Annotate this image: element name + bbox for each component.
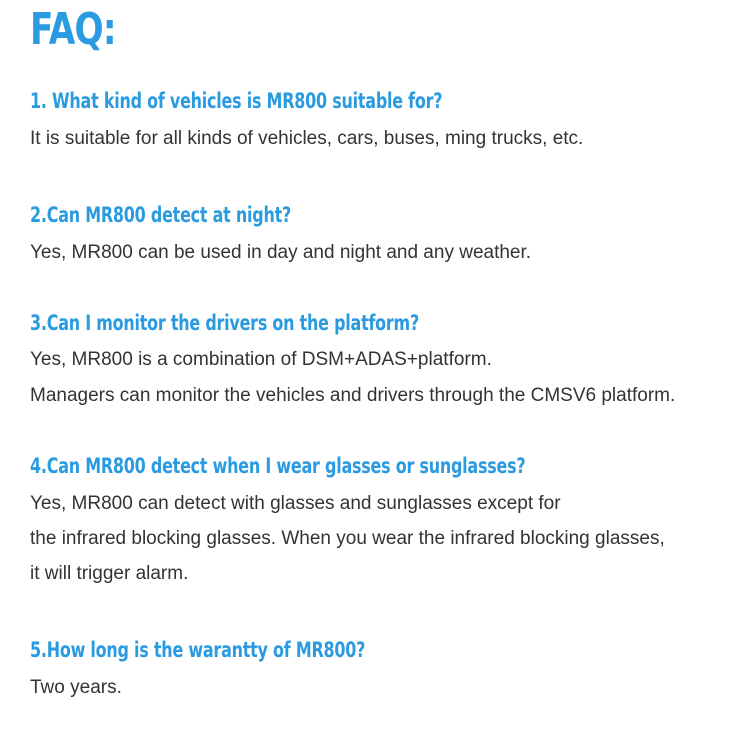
faq-answer-4-line-3: it will trigger alarm. xyxy=(30,563,189,584)
page-title: FAQ: xyxy=(30,4,116,55)
faq-question-5: 5.How long is the warantty of MR800? xyxy=(30,638,366,662)
faq-answer-4-line-2: the infrared blocking glasses. When you wear the infrared blocking glasses, xyxy=(30,528,665,549)
faq-question-4: 4.Can MR800 detect when I wear glasses or sunglasses? xyxy=(30,454,526,478)
faq-question-3: 3.Can I monitor the drivers on the platform? xyxy=(30,311,420,335)
faq-answer-3-line-2: Managers can monitor the vehicles and drivers through the CMSV6 platform. xyxy=(30,385,676,406)
faq-answer-2-line-1: Yes, MR800 can be used in day and night and any weather. xyxy=(30,242,532,263)
faq-question-2: 2.Can MR800 detect at night? xyxy=(30,203,292,227)
faq-answer-3-line-1: Yes, MR800 is a combination of DSM+ADAS+platform. xyxy=(30,349,492,370)
faq-answer-4-line-1: Yes, MR800 can detect with glasses and sunglasses except for xyxy=(30,493,561,514)
faq-answer-5-line-1: Two years. xyxy=(30,677,122,698)
faq-answer-1-line-1: It is suitable for all kinds of vehicles, cars, buses, ming trucks, etc. xyxy=(30,128,584,149)
faq-question-1: 1. What kind of vehicles is MR800 suitable for? xyxy=(30,89,443,113)
